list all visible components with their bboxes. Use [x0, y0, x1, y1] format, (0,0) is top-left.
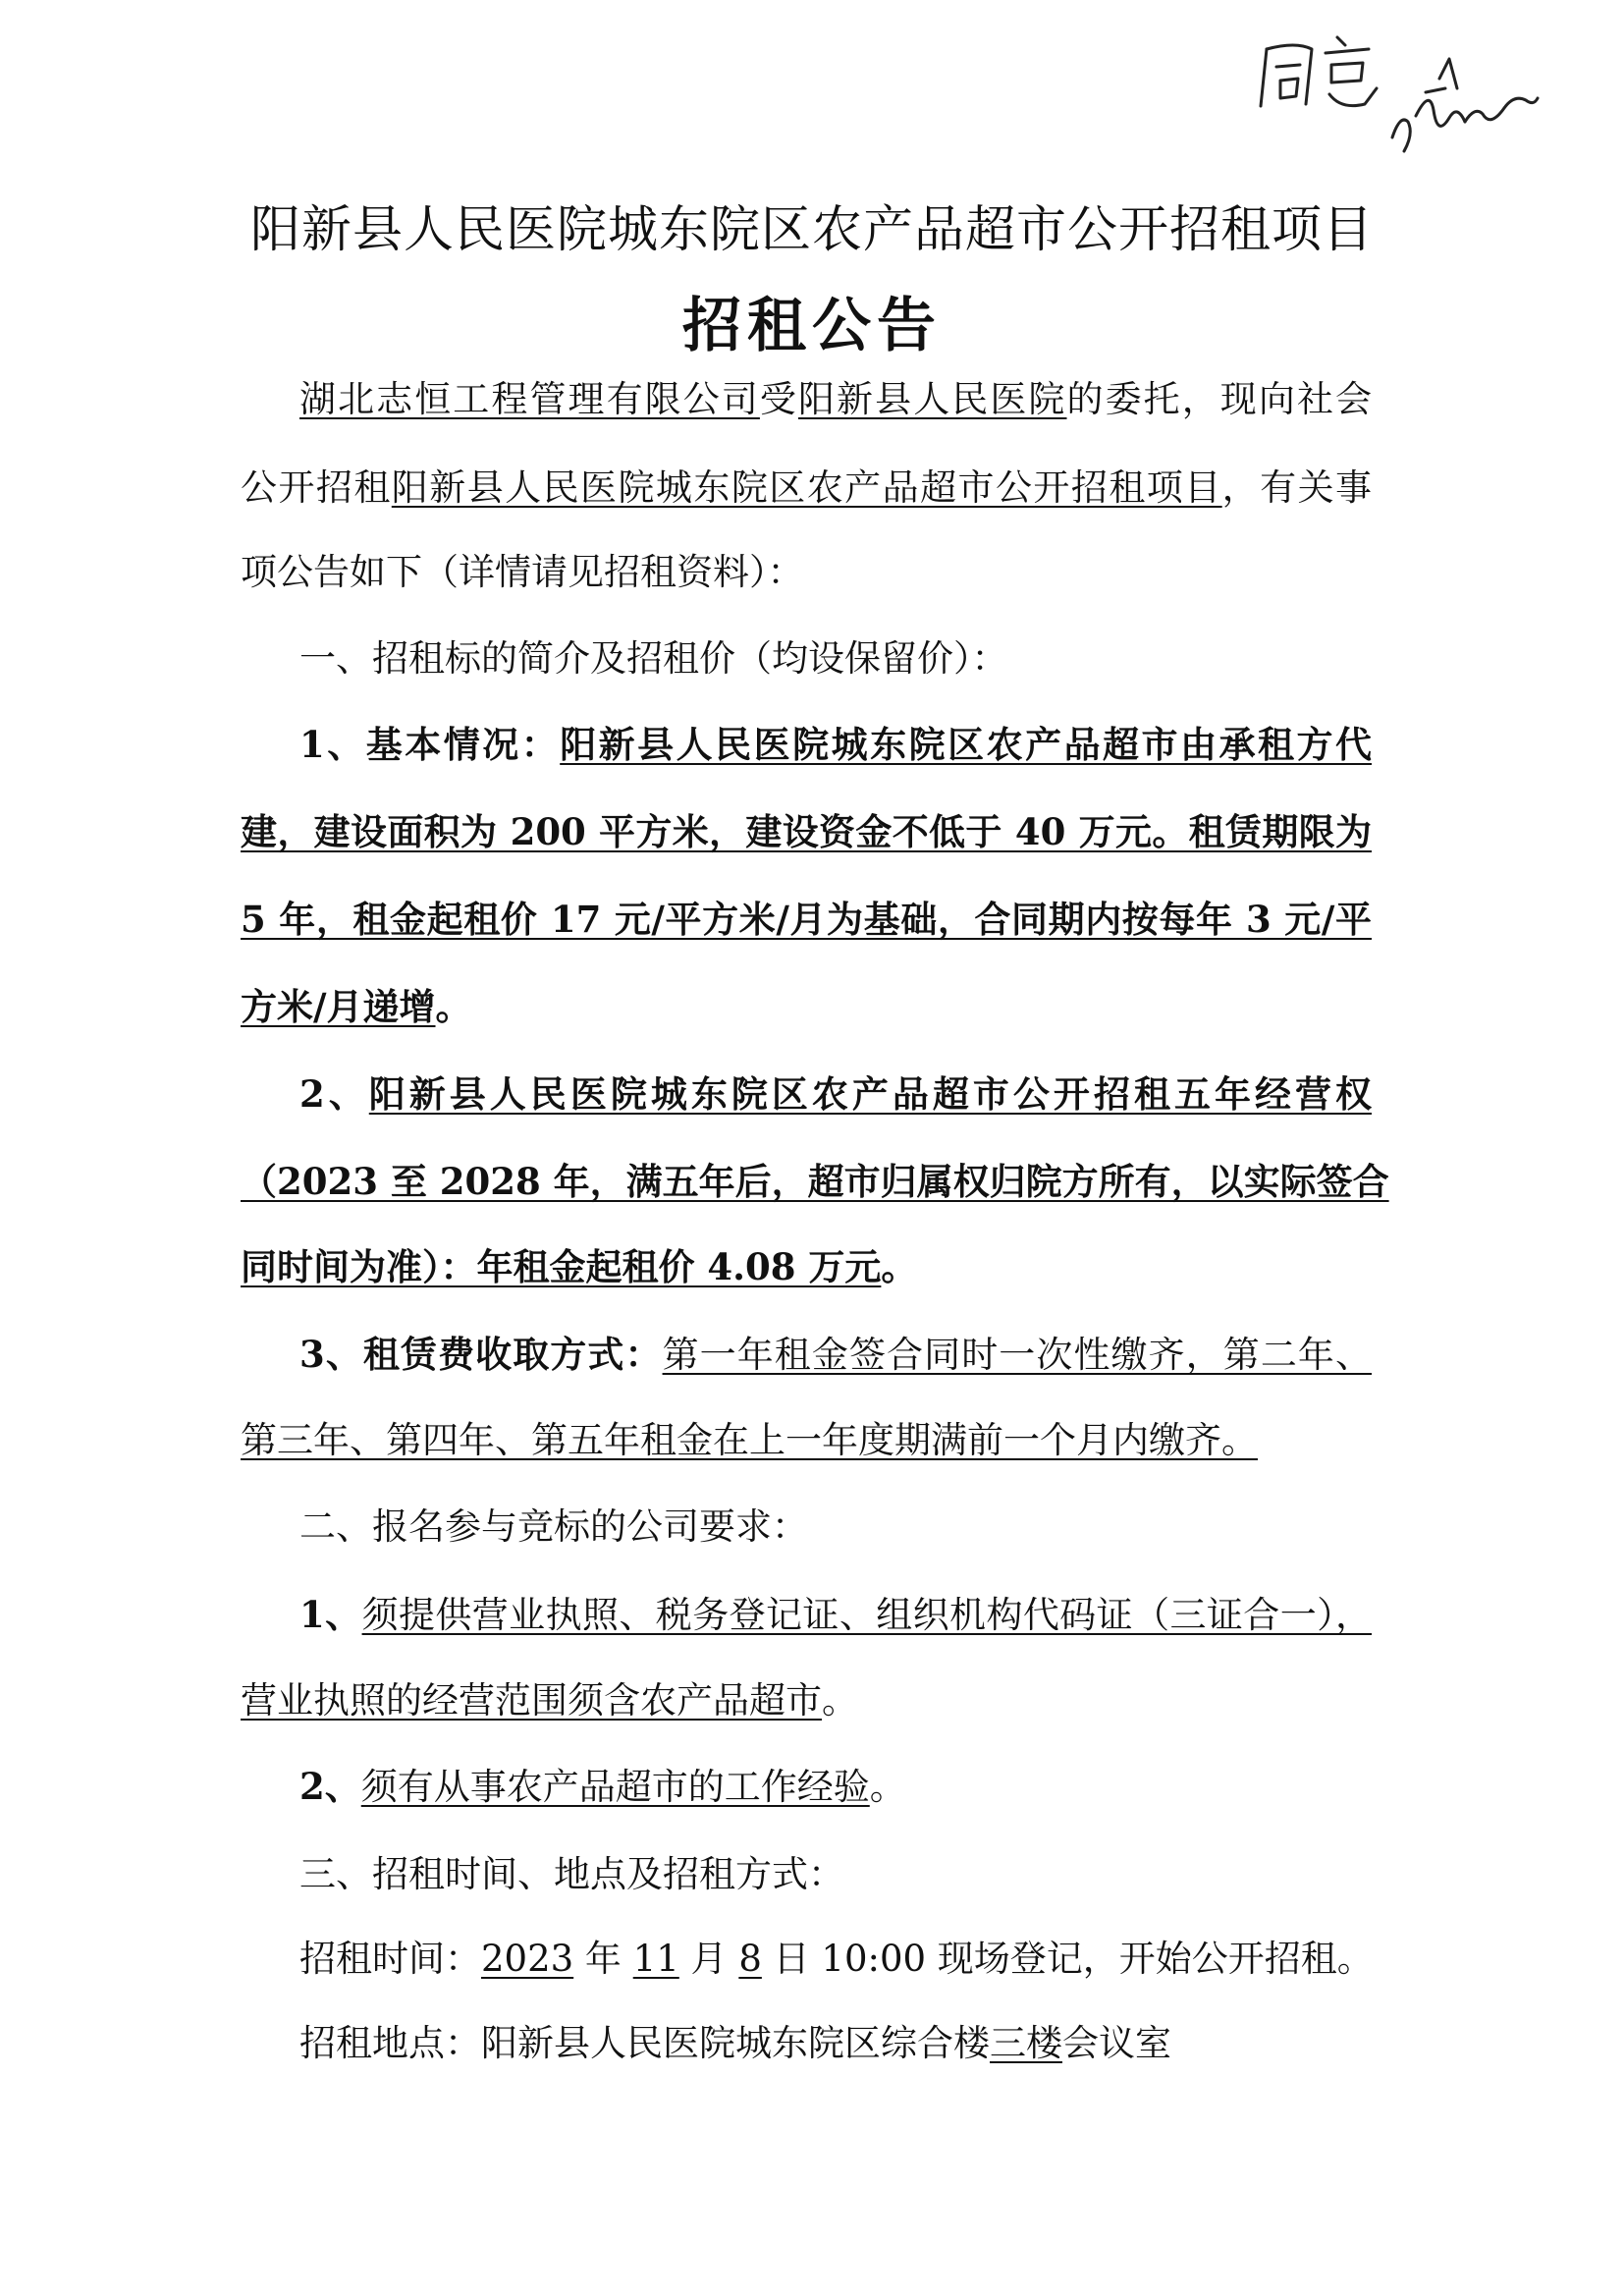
handwritten-signature [1247, 20, 1542, 167]
item-1-2-line-1 [299, 1072, 1372, 1116]
item-text: 建，建设面积为 200 平方米，建设资金不低于 40 万元。租赁期限为 [241, 810, 1372, 853]
time-year: 2023 [481, 1938, 574, 1980]
item-1-1-line-3 [241, 898, 1372, 941]
item-text: 第一年租金签合同时一次性缴齐，第二年、 [662, 1334, 1373, 1376]
section-2-heading: 二、报名参与竞标的公司要求： [299, 1505, 808, 1548]
place-label: 招租地点： [299, 2022, 481, 2064]
section-3-heading: 三、招租时间、地点及招租方式： [299, 1853, 844, 1895]
item-text: 方米/月递增 [241, 985, 436, 1028]
item-label: 3、租赁费收取方式： [299, 1333, 663, 1376]
intro-text: 的委托，现向社会 [1066, 378, 1373, 420]
item-text: 须有从事农产品超市的工作经验 [360, 1766, 870, 1808]
item-label: 1、基本情况： [299, 723, 561, 766]
time-day: 8 [738, 1938, 762, 1980]
place-text: 会议室 [1062, 2022, 1171, 2064]
intro-text: 公开招租 [241, 466, 392, 509]
item-2-1-line-1 [299, 1593, 1373, 1636]
item-text: 。 [881, 1245, 918, 1288]
intro-text: 受 [759, 378, 798, 420]
item-text: 。 [822, 1679, 858, 1722]
item-2-1-line-2 [241, 1679, 858, 1722]
title-line-2: 招租公告 [682, 292, 942, 360]
time-text: 日 [761, 1938, 822, 1980]
item-text: 须提供营业执照、税务登记证、组织机构代码证（三证合一）， [361, 1594, 1373, 1636]
time-text: 年 [573, 1938, 633, 1980]
place-text: 阳新县人民医院城东院区综合楼 [481, 2022, 990, 2064]
intro-line-2 [241, 466, 1373, 509]
time-text: 10:00 现场登记，开始公开招租。 [821, 1938, 1374, 1980]
section-1-heading: 一、招租标的简介及招租价（均设保留价）： [299, 637, 1008, 680]
item-label: 1、 [299, 1593, 362, 1636]
item-text: 营业执照的经营范围须含农产品超市 [241, 1679, 822, 1722]
item-label: 2、 [299, 1072, 369, 1116]
item-text: 5 年，租金起租价 17 元/平方米/月为基础，合同期内按每年 3 元/平 [241, 898, 1372, 941]
item-1-1-line-4 [241, 985, 472, 1028]
item-1-2-line-2 [241, 1160, 1389, 1203]
item-2-2 [299, 1765, 906, 1808]
item-1-1-line-2 [241, 810, 1372, 853]
project-name: 阳新县人民医院城东院区农产品超市公开招租项目 [391, 466, 1222, 509]
item-1-1-line-1 [299, 723, 1373, 766]
item-text: （2023 至 2028 年，满五年后，超市归属权归院方所有，以实际签合 [241, 1160, 1389, 1203]
item-text: 同时间为准）： [241, 1245, 477, 1288]
client-name: 阳新县人民医院 [797, 378, 1067, 420]
item-1-3-line-1 [299, 1333, 1373, 1376]
time-text: 月 [678, 1938, 739, 1980]
item-text: 年租金起租价 4.08 万元 [476, 1245, 882, 1288]
intro-text: ，有关事 [1221, 466, 1373, 509]
agency-name: 湖北志恒工程管理有限公司 [299, 378, 760, 420]
item-text: 第三年、第四年、第五年租金在上一年度期满前一个月内缴齐。 [241, 1419, 1258, 1461]
item-1-2-line-3 [241, 1245, 918, 1288]
item-text: 阳新县人民医院城东院区农产品超市公开招租五年经营权 [368, 1072, 1372, 1116]
intro-line-3: 项公告如下（详情请见招租资料）： [241, 551, 804, 593]
item-text: 。 [869, 1766, 906, 1808]
time-label: 招租时间： [299, 1938, 481, 1980]
item-text: 。 [435, 985, 472, 1028]
item-1-3-line-2 [241, 1419, 1258, 1461]
title-line-1: 阳新县人民医院城东院区农产品超市公开招租项目 [249, 201, 1374, 259]
item-text: 阳新县人民医院城东院区农产品超市由承租方代 [560, 723, 1373, 766]
place-floor: 三楼 [990, 2022, 1062, 2064]
rental-place [299, 2022, 1171, 2064]
item-label: 2、 [299, 1765, 361, 1808]
time-month: 11 [632, 1938, 679, 1980]
intro-line-1 [299, 378, 1373, 420]
rental-time [299, 1938, 1374, 1980]
